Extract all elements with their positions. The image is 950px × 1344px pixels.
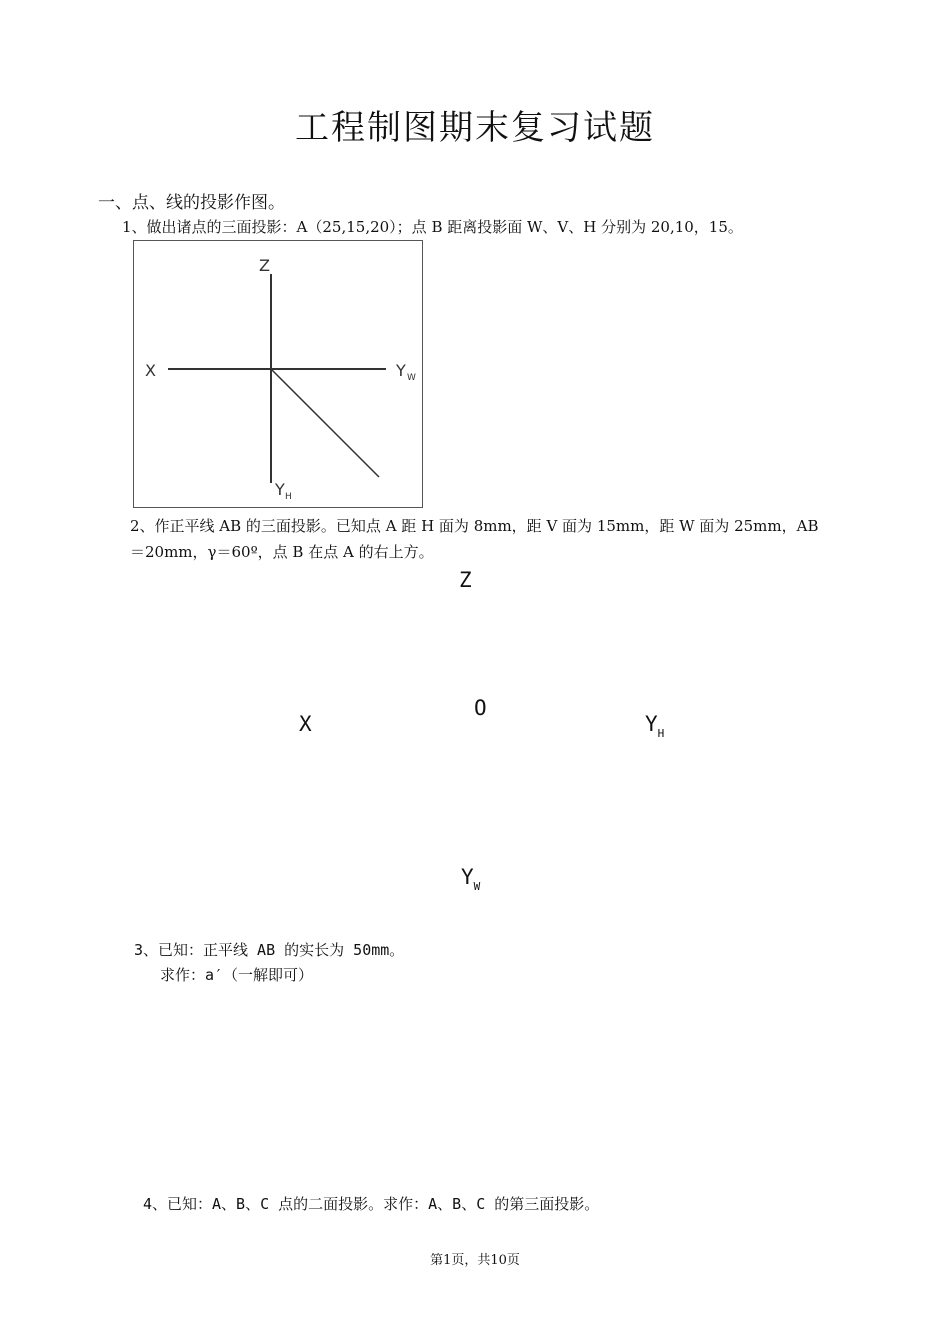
z-label: Z: [259, 256, 270, 275]
question-1-text: 1、做出诸点的三面投影：A（25,15,20）；点 B 距离投影面 W、V、H 分别为 20,10，15。: [122, 218, 743, 236]
projection-axes-diagram: [134, 241, 422, 507]
y-45-line: [271, 369, 379, 477]
page-footer: 第1页，共10页: [430, 1253, 520, 1268]
axis-yw-label: [461, 865, 481, 893]
axis-yh-letter: Y: [645, 712, 658, 736]
yw-subscript: W: [407, 373, 416, 383]
axis-yh-label: [645, 712, 665, 740]
question-4-text: 4、已知：A、B、C 点的二面投影。求作：A、B、C 的第三面投影。: [143, 1195, 600, 1213]
projection-figure-1: [133, 240, 423, 508]
page-title: 工程制图期末复习试题: [295, 108, 655, 148]
axis-yw-letter: Y: [461, 865, 474, 889]
axis-x-label: X: [299, 712, 312, 736]
question-2-line-2: ＝20mm，γ＝60º，点 B 在点 A 的右上方。: [130, 543, 434, 561]
yh-label: Y: [275, 480, 285, 499]
yh-subscript: H: [285, 492, 292, 502]
axis-yh-subscript: H: [657, 727, 665, 740]
section-heading: 一、点、线的投影作图。: [98, 193, 285, 213]
yw-label: Y: [396, 361, 406, 380]
axis-origin-label: O: [474, 696, 487, 720]
question-3-line-1: 3、已知：正平线 AB 的实长为 50mm。: [134, 941, 405, 959]
axis-yw-subscript: W: [473, 880, 481, 893]
x-label: X: [145, 361, 156, 380]
axis-z-label: Z: [459, 568, 472, 592]
question-3-line-2: 求作：a′（一解即可）: [160, 966, 314, 984]
question-2-line-1: 2、作正平线 AB 的三面投影。已知点 A 距 H 面为 8mm，距 V 面为 15mm，距 W 面为 25mm，AB: [130, 517, 819, 535]
